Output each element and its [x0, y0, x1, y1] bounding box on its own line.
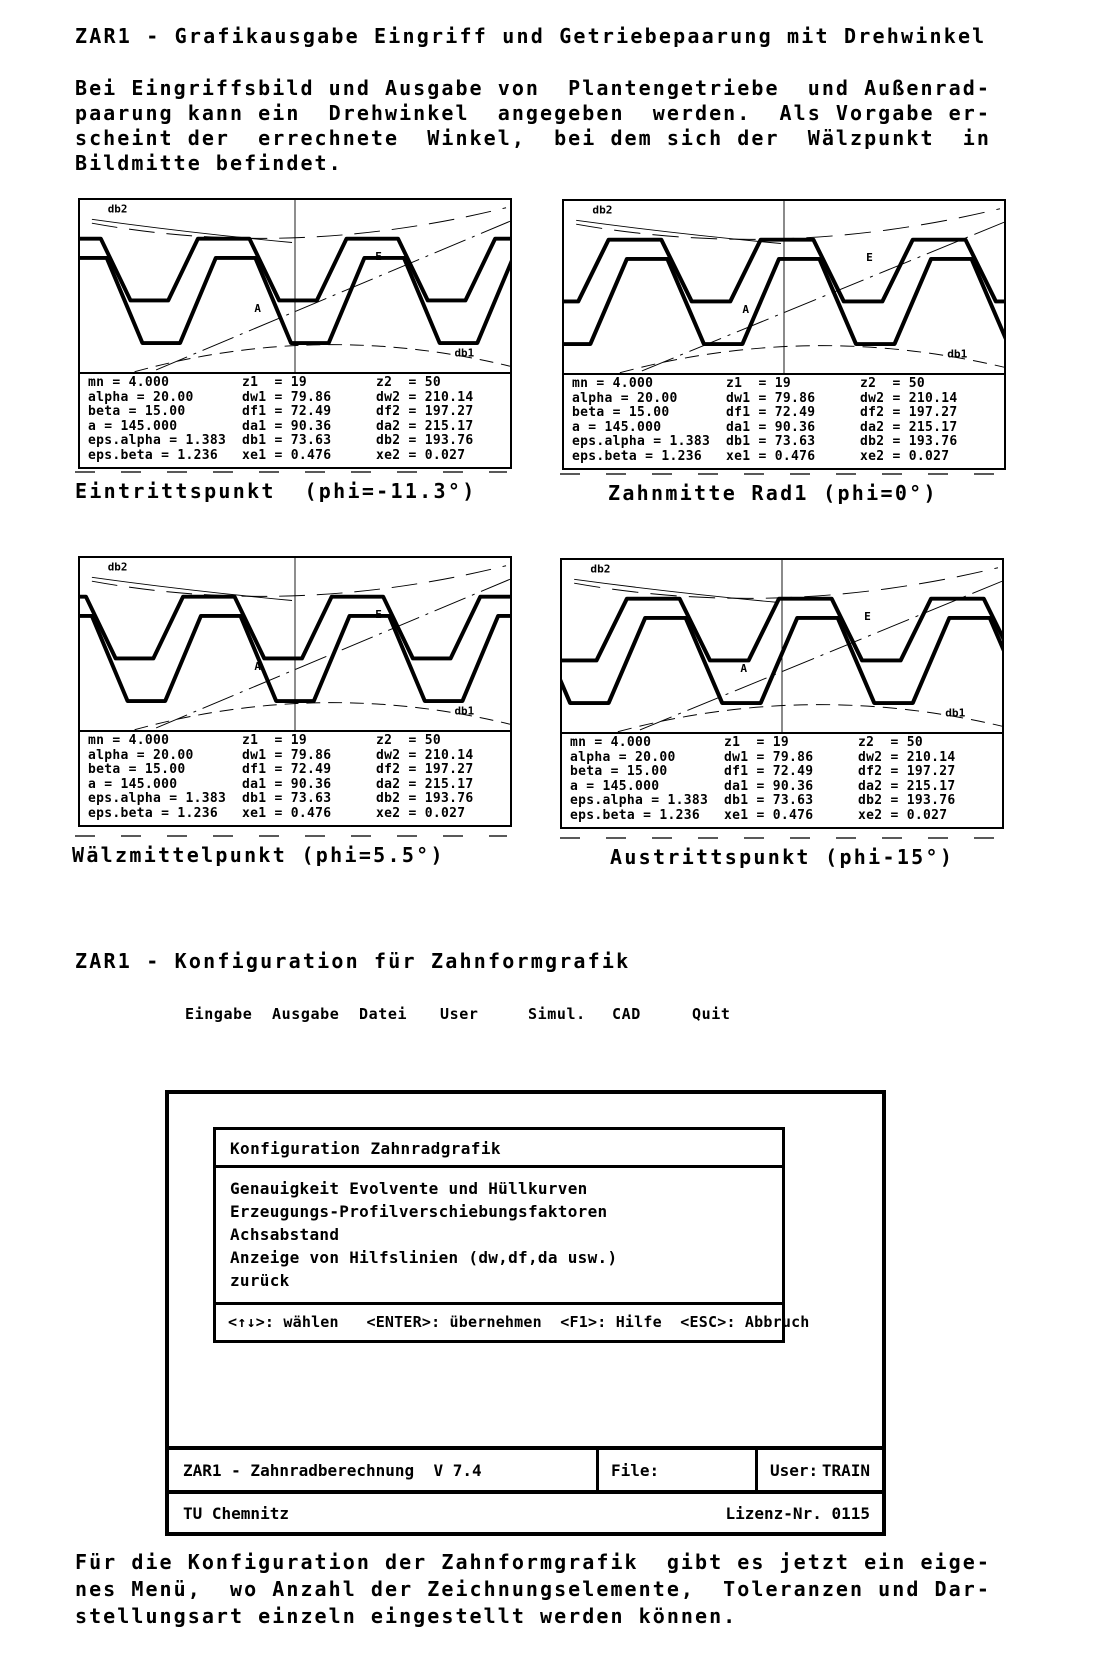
param-value: db2 = 193.76 [858, 793, 956, 809]
param-column [242, 734, 376, 822]
param-column [860, 377, 1004, 465]
param-value: dw2 = 210.14 [376, 747, 474, 763]
param-value: z1 = 19 [242, 375, 308, 390]
param-value: db1 = 73.63 [242, 433, 332, 449]
organization-label: TU Chemnitz [183, 1503, 289, 1523]
text-line: stellungsart einzeln eingestellt werden können. [75, 1604, 738, 1628]
config-dialog [213, 1127, 810, 1343]
param-value: eps.alpha = 1.383 [570, 793, 709, 809]
outro-paragraph [75, 1549, 991, 1630]
param-column [858, 736, 1002, 824]
param-value: a = 145.000 [570, 778, 660, 794]
label-db1: db1 [945, 706, 966, 720]
label-point-e: E [375, 608, 382, 621]
status-row-license [169, 1494, 882, 1532]
param-value: df1 = 72.49 [726, 405, 816, 421]
param-value: db2 = 193.76 [376, 433, 474, 449]
license-number: Lizenz-Nr. 0115 [725, 1503, 870, 1523]
param-value: dw1 = 79.86 [724, 749, 814, 765]
param-column [726, 377, 860, 465]
param-value: mn = 4.000 [88, 733, 170, 748]
status-row-main [169, 1446, 882, 1494]
param-value: xe2 = 0.027 [858, 807, 948, 823]
menu-item-cad[interactable]: CAD [612, 1005, 641, 1023]
dashed-rule [560, 473, 1002, 475]
label-db2: db2 [107, 560, 128, 574]
dialog-menu-item-2[interactable]: Erzeugungs-Profilverschiebungsfaktoren [230, 1202, 608, 1221]
param-column [242, 376, 376, 464]
param-value: db2 = 193.76 [860, 434, 958, 450]
param-value: dw2 = 210.14 [376, 389, 474, 405]
param-value: da1 = 90.36 [242, 776, 332, 792]
param-value: da2 = 215.17 [860, 419, 958, 435]
param-value: db1 = 73.63 [726, 434, 816, 450]
param-value: z2 = 50 [858, 735, 924, 750]
param-value: df1 = 72.49 [242, 762, 332, 778]
text-line: Bei Eingriffsbild und Ausgabe von Plantengetriebe und Außenrad- [75, 76, 991, 100]
param-value: eps.alpha = 1.383 [88, 433, 227, 449]
menu-bar [0, 1005, 1120, 1027]
param-value: df2 = 197.27 [858, 764, 956, 780]
gear-panel-waelzmittelpunkt [78, 556, 512, 827]
label-db2: db2 [592, 203, 613, 217]
app-version-label: ZAR1 - Zahnradberechnung V 7.4 [183, 1460, 482, 1480]
dialog-menu-list [216, 1168, 782, 1302]
param-value: eps.beta = 1.236 [570, 807, 701, 823]
param-value: alpha = 20.00 [572, 390, 678, 406]
param-value: beta = 15.00 [88, 404, 186, 420]
menu-item-quit[interactable]: Quit [692, 1005, 731, 1023]
param-value: eps.alpha = 1.383 [572, 434, 711, 450]
label-db1: db1 [947, 347, 968, 361]
label-point-e: E [375, 250, 382, 263]
param-value: xe1 = 0.476 [726, 448, 816, 464]
param-value: z2 = 50 [860, 376, 926, 391]
param-value: da1 = 90.36 [726, 419, 816, 435]
param-value: df1 = 72.49 [724, 764, 814, 780]
param-value: eps.beta = 1.236 [88, 447, 219, 463]
param-value: beta = 15.00 [570, 764, 668, 780]
gear-mesh-figure [562, 560, 1002, 732]
param-value: alpha = 20.00 [88, 389, 194, 405]
user-value: TRAIN [821, 1460, 870, 1480]
param-column [572, 377, 726, 465]
param-column [88, 734, 242, 822]
status-bar [169, 1446, 882, 1532]
dashed-rule [75, 471, 507, 473]
param-value: a = 145.000 [572, 419, 662, 435]
param-value: dw2 = 210.14 [858, 749, 956, 765]
param-value: z1 = 19 [724, 735, 790, 750]
figure-caption: Wälzmittelpunkt (phi=5.5°) [72, 843, 445, 867]
gear-parameter-table [80, 372, 510, 467]
param-value: df1 = 72.49 [242, 404, 332, 420]
file-field[interactable] [596, 1450, 755, 1490]
param-value: dw1 = 79.86 [242, 389, 332, 405]
param-value: z1 = 19 [242, 733, 308, 748]
param-value: xe1 = 0.476 [242, 805, 332, 821]
param-value: dw2 = 210.14 [860, 390, 958, 406]
section-title: ZAR1 - Konfiguration für Zahnformgrafik [75, 949, 631, 973]
param-value: xe1 = 0.476 [724, 807, 814, 823]
param-value: xe1 = 0.476 [242, 447, 332, 463]
label-db2: db2 [107, 202, 128, 216]
param-column [88, 376, 242, 464]
dialog-menu-item-1[interactable]: Genauigkeit Evolvente und Hüllkurven [230, 1179, 588, 1198]
menu-item-ausgabe[interactable]: Ausgabe [272, 1005, 340, 1023]
figure-caption: Eintrittspunkt (phi=-11.3°) [75, 479, 477, 503]
dashed-rule [75, 835, 507, 837]
param-value: beta = 15.00 [572, 405, 670, 421]
param-value: eps.beta = 1.236 [572, 448, 703, 464]
param-value: dw1 = 79.86 [242, 747, 332, 763]
menu-item-simul[interactable]: Simul. [528, 1005, 586, 1023]
text-line: Bildmitte befindet. [75, 151, 343, 175]
label-point-a: A [742, 303, 750, 317]
label-db1: db1 [454, 704, 475, 718]
user-label: User: [770, 1460, 819, 1480]
dialog-title: Konfiguration Zahnradgrafik [230, 1139, 501, 1158]
gear-mesh-figure [80, 558, 510, 730]
label-db1: db1 [454, 346, 475, 360]
param-value: df2 = 197.27 [860, 405, 958, 421]
param-value: da1 = 90.36 [724, 778, 814, 794]
param-value: db1 = 73.63 [724, 793, 814, 809]
label-db2: db2 [590, 562, 611, 576]
param-value: db2 = 193.76 [376, 791, 474, 807]
figure-caption: Zahnmitte Rad1 (phi=0°) [608, 481, 938, 505]
gear-parameter-table [562, 732, 1002, 827]
dialog-menu-item-5[interactable]: zurück [230, 1271, 290, 1290]
param-value: da2 = 215.17 [376, 418, 474, 434]
user-field [755, 1450, 882, 1490]
dashed-rule [560, 837, 1002, 839]
param-column [376, 376, 510, 464]
param-value: alpha = 20.00 [88, 747, 194, 763]
label-point-e: E [866, 251, 873, 264]
file-label: File: [611, 1460, 660, 1480]
label-point-a: A [254, 660, 261, 674]
dialog-key-hints: <↑↓>: wählen <ENTER>: übernehmen <F1>: Hilfe <ESC>: Abbruch [228, 1313, 810, 1331]
param-value: db1 = 73.63 [242, 791, 332, 807]
menu-item-datei[interactable]: Datei [359, 1005, 408, 1023]
gear-parameter-table [80, 730, 510, 825]
param-value: da2 = 215.17 [858, 778, 956, 794]
gear-panel-eintrittspunkt [78, 198, 512, 469]
gear-mesh-figure [80, 200, 510, 372]
gear-panel-zahnmitte [562, 199, 1006, 470]
param-value: df2 = 197.27 [376, 762, 474, 778]
param-value: mn = 4.000 [88, 375, 170, 390]
text-line: nes Menü, wo Anzahl der Zeichnungselemente, Toleranzen und Dar- [75, 1577, 991, 1601]
param-value: xe2 = 0.027 [860, 448, 950, 464]
param-column [570, 736, 724, 824]
label-point-e: E [864, 610, 871, 623]
param-value: alpha = 20.00 [570, 749, 676, 765]
intro-paragraph [75, 76, 991, 176]
param-value: eps.beta = 1.236 [88, 805, 219, 821]
application-window [165, 1090, 886, 1536]
gear-parameter-table [564, 373, 1004, 468]
page-title: ZAR1 - Grafikausgabe Eingriff und Getriebepaarung mit Drehwinkel [75, 24, 987, 48]
param-value: dw1 = 79.86 [726, 390, 816, 406]
label-point-a: A [254, 302, 261, 316]
menu-item-eingabe[interactable]: Eingabe [185, 1005, 253, 1023]
text-line: Für die Konfiguration der Zahnformgrafik gibt es jetzt ein eige- [75, 1550, 991, 1574]
param-value: z2 = 50 [376, 375, 442, 390]
text-line: paarung kann ein Drehwinkel angegeben werden. Als Vorgabe er- [75, 101, 991, 125]
param-value: da1 = 90.36 [242, 418, 332, 434]
param-value: xe2 = 0.027 [376, 805, 466, 821]
gear-panel-austrittspunkt [560, 558, 1004, 829]
dialog-menu-item-3[interactable]: Achsabstand [230, 1225, 340, 1244]
param-value: a = 145.000 [88, 776, 178, 792]
param-column [724, 736, 858, 824]
param-value: eps.alpha = 1.383 [88, 791, 227, 807]
param-value: xe2 = 0.027 [376, 447, 466, 463]
param-value: z1 = 19 [726, 376, 792, 391]
gear-mesh-figure [564, 201, 1004, 373]
param-value: df2 = 197.27 [376, 404, 474, 420]
param-value: mn = 4.000 [570, 735, 652, 750]
param-column [376, 734, 510, 822]
menu-item-user[interactable]: User [440, 1005, 479, 1023]
param-value: z2 = 50 [376, 733, 442, 748]
param-value: da2 = 215.17 [376, 776, 474, 792]
figure-caption: Austrittspunkt (phi-15°) [610, 845, 955, 869]
param-value: beta = 15.00 [88, 762, 186, 778]
param-value: a = 145.000 [88, 418, 178, 434]
text-line: scheint der errechnete Winkel, bei dem sich der Wälzpunkt in [75, 126, 991, 150]
param-value: mn = 4.000 [572, 376, 654, 391]
dialog-menu-item-4[interactable]: Anzeige von Hilfslinien (dw,df,da usw.) [230, 1248, 618, 1267]
label-point-a: A [740, 662, 748, 676]
